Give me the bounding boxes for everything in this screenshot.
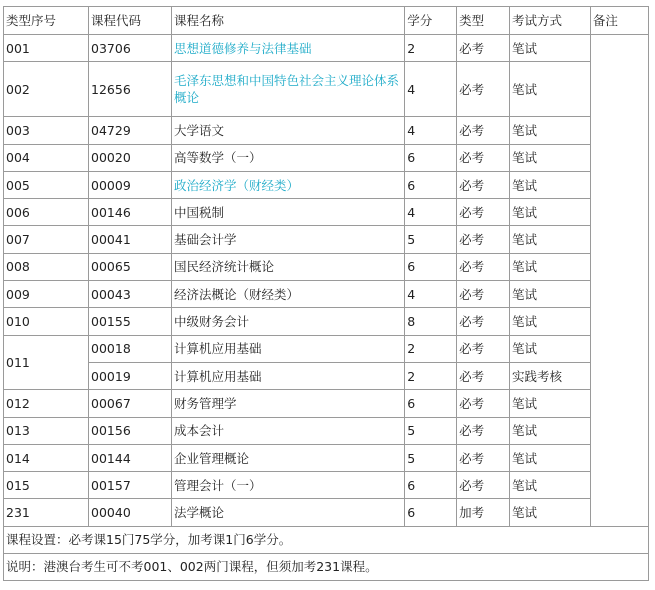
cell-credit: 6 [405, 144, 457, 171]
cell-credit: 5 [405, 226, 457, 253]
cell-code: 00065 [89, 253, 172, 280]
cell-code: 00020 [89, 144, 172, 171]
cell-name [171, 171, 404, 198]
cell-code: 00019 [89, 362, 172, 389]
cell-credit: 4 [405, 117, 457, 144]
cell-type: 必考 [457, 35, 510, 62]
cell-exam: 笔试 [510, 281, 591, 308]
cell-name: 基础会计学 [171, 226, 404, 253]
cell-seq: 006 [4, 199, 89, 226]
footer-row-settings [4, 526, 649, 553]
cell-credit: 5 [405, 417, 457, 444]
cell-seq: 009 [4, 281, 89, 308]
cell-exam: 笔试 [510, 308, 591, 335]
table-row [4, 117, 649, 144]
cell-exam: 笔试 [510, 171, 591, 198]
cell-name: 法学概论 [171, 499, 404, 526]
cell-name: 经济法概论（财经类） [171, 281, 404, 308]
cell-exam: 笔试 [510, 390, 591, 417]
cell-seq: 002 [4, 62, 89, 117]
table-row [4, 253, 649, 280]
cell-type: 必考 [457, 335, 510, 362]
header-credit: 学分 [405, 7, 457, 35]
cell-code: 00009 [89, 171, 172, 198]
cell-exam: 实践考核 [510, 362, 591, 389]
cell-type: 必考 [457, 281, 510, 308]
cell-name: 企业管理概论 [171, 444, 404, 471]
cell-code: 04729 [89, 117, 172, 144]
cell-exam: 笔试 [510, 499, 591, 526]
cell-credit: 4 [405, 281, 457, 308]
cell-exam: 笔试 [510, 417, 591, 444]
cell-credit: 2 [405, 362, 457, 389]
table-row [4, 171, 649, 198]
table-row [4, 444, 649, 471]
cell-code: 00043 [89, 281, 172, 308]
cell-name: 管理会计（一） [171, 472, 404, 499]
cell-code: 03706 [89, 35, 172, 62]
cell-seq: 010 [4, 308, 89, 335]
cell-name: 中级财务会计 [171, 308, 404, 335]
cell-seq: 008 [4, 253, 89, 280]
table-row [4, 62, 649, 117]
cell-exam: 笔试 [510, 335, 591, 362]
cell-credit: 6 [405, 171, 457, 198]
header-exam: 考试方式 [510, 7, 591, 35]
cell-name: 国民经济统计概论 [171, 253, 404, 280]
course-link[interactable]: 毛泽东思想和中国特色社会主义理论体系概论 [173, 73, 399, 106]
table-row [4, 499, 649, 526]
cell-code: 00040 [89, 499, 172, 526]
table-row [4, 35, 649, 62]
cell-exam: 笔试 [510, 444, 591, 471]
cell-seq: 004 [4, 144, 89, 171]
cell-code: 00067 [89, 390, 172, 417]
cell-type: 必考 [457, 117, 510, 144]
header-row [4, 7, 649, 35]
cell-type: 必考 [457, 199, 510, 226]
cell-exam: 笔试 [510, 472, 591, 499]
cell-code: 00144 [89, 444, 172, 471]
header-name: 课程名称 [171, 7, 404, 35]
cell-credit: 5 [405, 444, 457, 471]
header-type: 类型 [457, 7, 510, 35]
cell-credit: 6 [405, 253, 457, 280]
table-row [4, 472, 649, 499]
cell-code: 00155 [89, 308, 172, 335]
cell-name: 中国税制 [171, 199, 404, 226]
cell-name: 计算机应用基础 [171, 362, 404, 389]
cell-exam: 笔试 [510, 62, 591, 117]
cell-note [590, 35, 648, 527]
cell-type: 必考 [457, 62, 510, 117]
table-row [4, 335, 649, 362]
course-settings-text: 课程设置：必考课15门75学分，加考课1门6学分。 [4, 526, 649, 553]
cell-type: 必考 [457, 171, 510, 198]
header-seq: 类型序号 [4, 7, 89, 35]
cell-type: 必考 [457, 472, 510, 499]
cell-credit: 8 [405, 308, 457, 335]
cell-credit: 4 [405, 62, 457, 117]
table-row [4, 144, 649, 171]
table-row [4, 281, 649, 308]
cell-seq: 003 [4, 117, 89, 144]
cell-seq: 007 [4, 226, 89, 253]
cell-code: 00157 [89, 472, 172, 499]
course-link[interactable]: 思想道德修养与法律基础 [173, 40, 312, 56]
cell-type: 加考 [457, 499, 510, 526]
cell-type: 必考 [457, 417, 510, 444]
cell-credit: 6 [405, 499, 457, 526]
cell-credit: 4 [405, 199, 457, 226]
cell-exam: 笔试 [510, 35, 591, 62]
cell-name: 计算机应用基础 [171, 335, 404, 362]
cell-type: 必考 [457, 253, 510, 280]
header-note: 备注 [590, 7, 648, 35]
cell-name [171, 35, 404, 62]
cell-type: 必考 [457, 362, 510, 389]
course-table [3, 6, 649, 581]
cell-exam: 笔试 [510, 199, 591, 226]
cell-seq: 011 [4, 335, 89, 390]
cell-code: 00156 [89, 417, 172, 444]
cell-name [171, 62, 404, 117]
course-link[interactable]: 政治经济学（财经类） [173, 177, 299, 193]
footer-row-note [4, 553, 649, 580]
course-note-text: 说明：港澳台考生可不考001、002两门课程，但须加考231课程。 [4, 553, 649, 580]
cell-name: 财务管理学 [171, 390, 404, 417]
table-row [4, 390, 649, 417]
cell-exam: 笔试 [510, 226, 591, 253]
cell-exam: 笔试 [510, 117, 591, 144]
table-row [4, 308, 649, 335]
cell-seq: 231 [4, 499, 89, 526]
cell-type: 必考 [457, 390, 510, 417]
cell-name: 大学语文 [171, 117, 404, 144]
cell-code: 00041 [89, 226, 172, 253]
table-row [4, 199, 649, 226]
cell-seq: 005 [4, 171, 89, 198]
table-row [4, 417, 649, 444]
cell-code: 12656 [89, 62, 172, 117]
cell-type: 必考 [457, 226, 510, 253]
cell-seq: 001 [4, 35, 89, 62]
cell-code: 00018 [89, 335, 172, 362]
cell-type: 必考 [457, 308, 510, 335]
table-row [4, 362, 649, 389]
cell-exam: 笔试 [510, 144, 591, 171]
table-row [4, 226, 649, 253]
cell-credit: 6 [405, 472, 457, 499]
cell-code: 00146 [89, 199, 172, 226]
header-code: 课程代码 [89, 7, 172, 35]
cell-credit: 6 [405, 390, 457, 417]
cell-type: 必考 [457, 444, 510, 471]
cell-credit: 2 [405, 335, 457, 362]
cell-name: 成本会计 [171, 417, 404, 444]
cell-name: 高等数学（一） [171, 144, 404, 171]
cell-type: 必考 [457, 144, 510, 171]
cell-seq: 012 [4, 390, 89, 417]
cell-credit: 2 [405, 35, 457, 62]
cell-seq: 014 [4, 444, 89, 471]
cell-seq: 015 [4, 472, 89, 499]
cell-exam: 笔试 [510, 253, 591, 280]
cell-seq: 013 [4, 417, 89, 444]
